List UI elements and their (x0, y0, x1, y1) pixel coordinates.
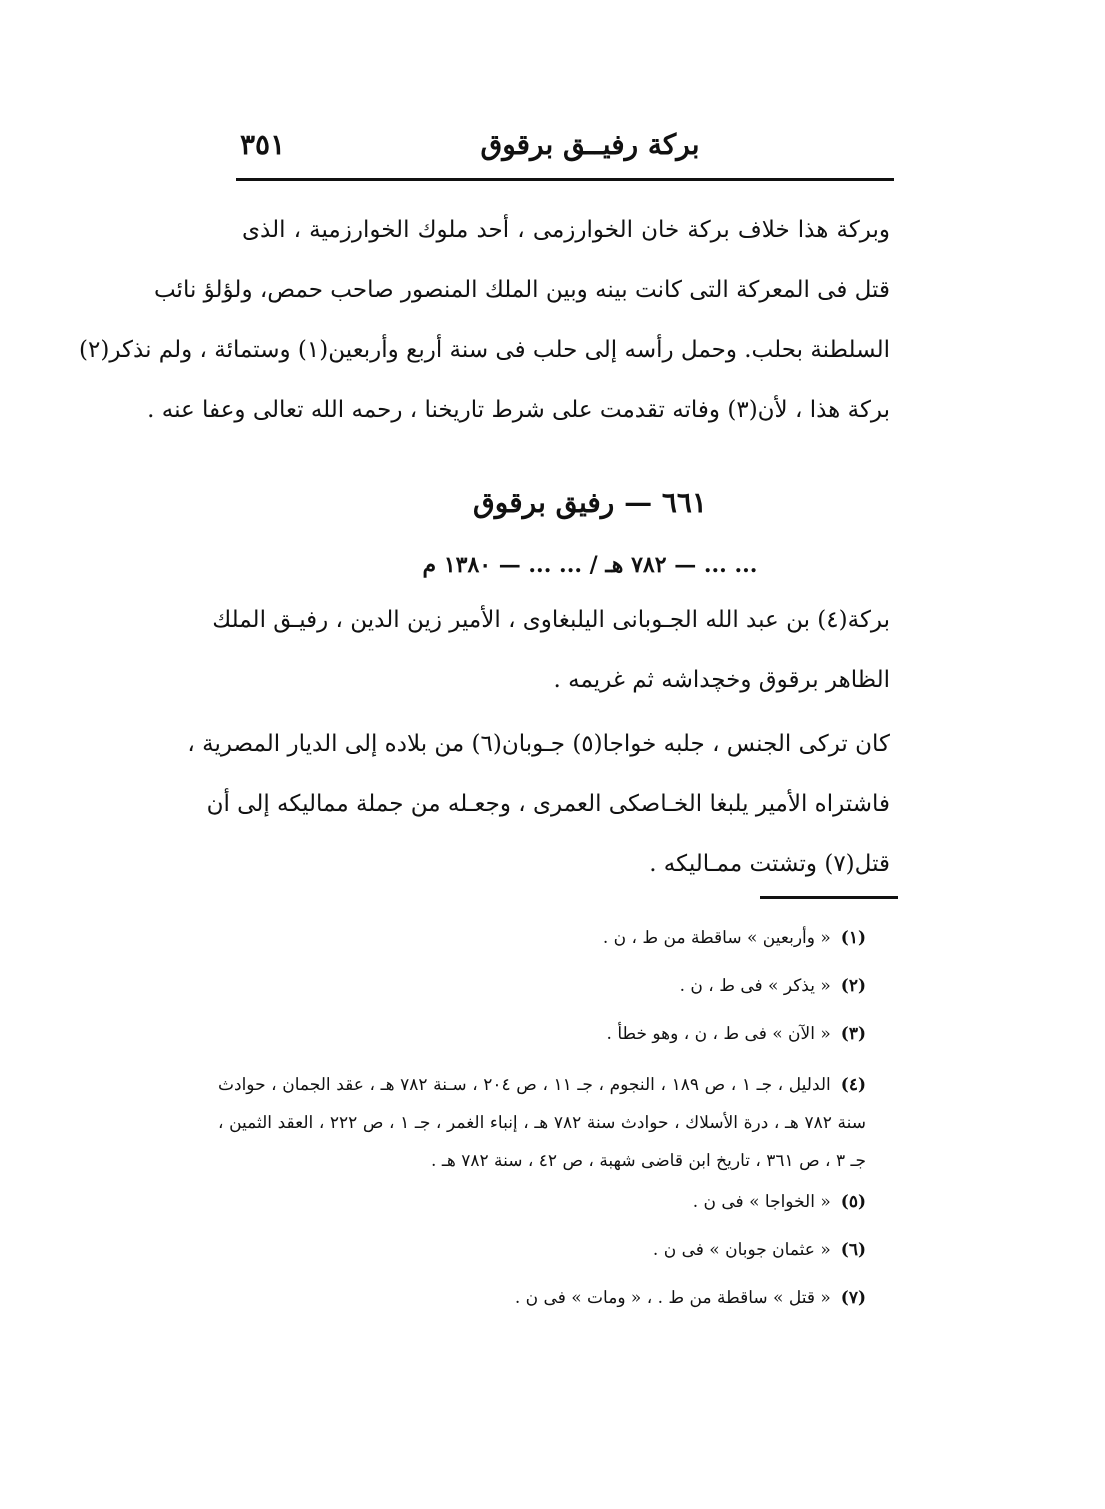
text-line: بركة هذا ، لأن(٣) وفاته تقدمت على شرط تاريخنا ، رحمه الله تعالى وعفا عنه . (147, 397, 890, 423)
entry-paragraph-2 (187, 714, 890, 894)
footnote (242, 1018, 866, 1066)
footnotes-rule (760, 896, 898, 899)
text-line: السلطنة بحلب. وحمل رأسه إلى حلب فى سنة أربع وأربعين(١) وستمائة ، ولم نذكر(٢) (79, 337, 890, 363)
text-line: كان تركى الجنس ، جلبه خواجا(٥) جـوبان(٦) من بلاده إلى الديار المصرية ، (187, 731, 890, 757)
footnote-number: (٥) (840, 1192, 866, 1212)
footnote-text: « وأربعين » ساقطة من ط ، ن . (602, 928, 831, 948)
text-line: قتل(٧) وتشتت ممـاليكه . (649, 851, 890, 877)
footnote (242, 1186, 866, 1234)
footnotes-list (218, 922, 866, 1330)
text-line: فاشتراه الأمير يلبغا الخـاصكى العمرى ، وجعـله من جملة مماليكه إلى أن (206, 791, 890, 817)
footnote-text: « عثمان جوبان » فى ن . (652, 1240, 831, 1260)
footnote-number: (١) (840, 928, 866, 948)
footnote-number: (٤) (840, 1075, 866, 1095)
footnote-number: (٢) (840, 976, 866, 996)
entry-paragraph-1 (212, 590, 890, 710)
footnote-text: « الخواجا » فى ن . (692, 1192, 831, 1212)
text-line: الظاهر برقوق وخچداشه ثم غريمه . (553, 667, 890, 693)
header-rule (236, 178, 894, 181)
footnote-number: (٣) (840, 1024, 866, 1044)
footnote (242, 970, 866, 1018)
entry-heading: ٦٦١ — رفيق برقوق (473, 486, 707, 519)
footnote (242, 1234, 866, 1282)
footnote (242, 922, 866, 970)
text-line: بركة(٤) بن عبد الله الجـوبانى اليلبغاوى ، الأمير زين الدين ، رفيـق الملك (212, 607, 890, 633)
footnote-text: « الآن » فى ط ، ن ، وهو خطأ . (606, 1024, 831, 1044)
footnote-number: (٦) (840, 1240, 866, 1260)
footnote (218, 1066, 866, 1186)
footnote-text: « قتل » ساقطة من ط . ، « ومات » فى ن . (514, 1288, 831, 1308)
footnote-number: (٧) (840, 1288, 866, 1308)
page-number: ٣٥١ (240, 128, 286, 161)
running-title: بركة رفيــق برقوق (480, 128, 700, 161)
entry-dates: ... ... — ٧٨٢ هـ / ... ... — ١٣٨٠ م (422, 552, 758, 578)
footnote-text: « يذكر » فى ط ، ن . (679, 976, 831, 996)
intro-paragraph (79, 200, 890, 440)
text-line: وبركة هذا خلاف بركة خان الخوارزمى ، أحد ملوك الخوارزمية ، الذى (242, 217, 890, 243)
text-line: قتل فى المعركة التى كانت بينه وبين الملك المنصور صاحب حمص، ولؤلؤ نائب (153, 277, 890, 303)
footnote (242, 1282, 866, 1330)
footnote-text: الدليل ، جـ ١ ، ص ١٨٩ ، النجوم ، جـ ١١ ، ص ٢٠٤ ، سـنة ٧٨٢ هـ ، عقد الجمان ، حوادث سنة ٧٨٢ هـ ، درة الأسلاك ، حوادث سنة ٧٨٢ هـ ، إنباء الغمر ، جـ ١ ، ص ٢٢٢ ، العقد الثمين ، جـ ٣ ، ص ٣٦١ ، تاريخ ابن قاضى شهبة ، ص ٤٢ ، سنة ٧٨٢ هـ . (218, 1075, 866, 1171)
